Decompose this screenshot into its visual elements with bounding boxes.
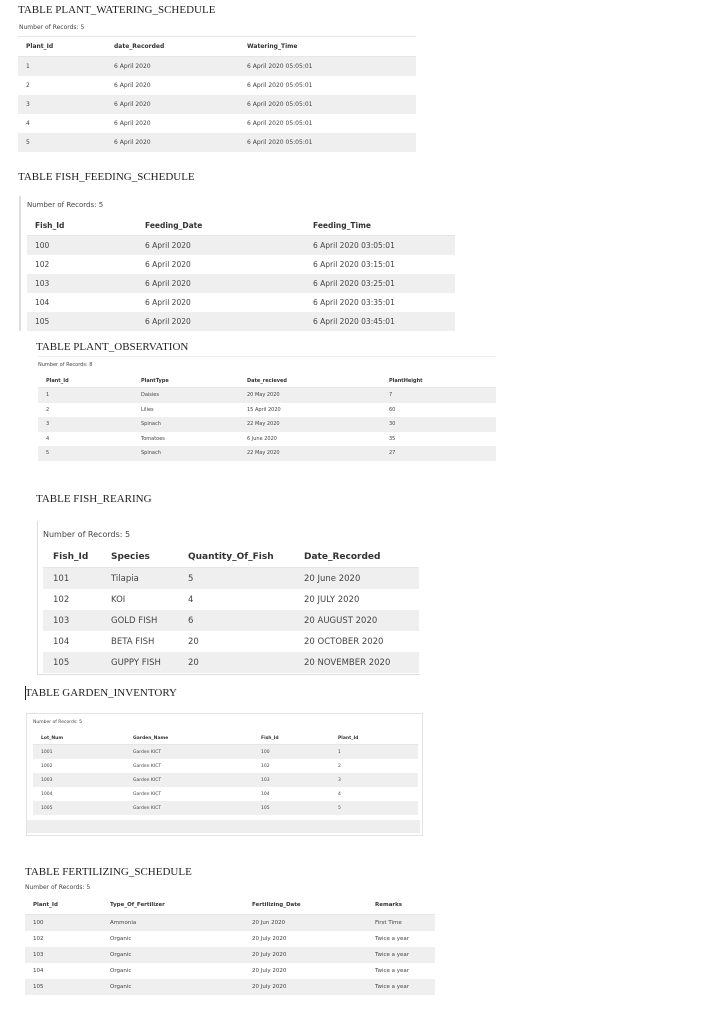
table-cell: 20 JULY 2020: [294, 589, 419, 610]
table-cell: 1002: [33, 759, 125, 773]
plant-observation-title: TABLE PLANT_OBSERVATION: [36, 341, 189, 353]
table-cell: 35: [381, 432, 496, 447]
table-cell: 22 May 2020: [239, 417, 381, 432]
table-cell: 6 April 2020 03:15:01: [305, 255, 455, 274]
table-cell: 20 July 2020: [244, 947, 367, 963]
table-cell: 102: [253, 759, 330, 773]
table-cell: 6 April 2020: [137, 312, 305, 331]
table-cell: Daisies: [133, 388, 239, 403]
table-row: [43, 652, 419, 673]
column-header: PlantType: [133, 374, 239, 388]
table-row: [38, 446, 496, 461]
table-cell: BETA FISH: [101, 631, 178, 652]
table-row: [33, 773, 418, 787]
table-cell: Twice a year: [367, 979, 435, 995]
table-cell: 102: [27, 255, 137, 274]
table-cell: 1003: [33, 773, 125, 787]
table-cell: 105: [253, 801, 330, 815]
column-header: date_Recorded: [106, 37, 239, 57]
table-cell: 2: [330, 759, 418, 773]
column-header: Fish_Id: [43, 546, 101, 568]
column-header: Plant_Id: [330, 732, 418, 745]
table-cell: 6 June 2020: [239, 432, 381, 447]
table-cell: Garden KICT: [125, 773, 253, 787]
table-header-row: [27, 216, 455, 236]
fertilizing-table: [25, 896, 435, 995]
column-header: Feeding_Time: [305, 216, 455, 236]
table-cell: 20 May 2020: [239, 388, 381, 403]
column-header: Fish_Id: [253, 732, 330, 745]
table-cell: Ammonia: [102, 915, 244, 932]
fertilizing-record-count: Number of Records: 5: [25, 884, 91, 891]
table-row: [38, 432, 496, 447]
table-cell: 20: [178, 652, 294, 673]
garden-inventory-record-count: Number of Records: 5: [33, 720, 82, 725]
table-cell: Spinach: [133, 446, 239, 461]
table-row: [18, 76, 416, 95]
table-cell: 6: [178, 610, 294, 631]
table-cell: 6 April 2020 03:25:01: [305, 274, 455, 293]
table-row: [27, 293, 455, 312]
garden-inventory-footer-bar: [27, 820, 420, 833]
table-cell: 101: [43, 568, 101, 590]
table-row: [38, 417, 496, 432]
table-cell: 104: [43, 631, 101, 652]
table-cell: Spinach: [133, 417, 239, 432]
fish-feeding-table: [27, 216, 455, 331]
table-cell: 6 April 2020: [106, 114, 239, 133]
column-header: Garden_Name: [125, 732, 253, 745]
table-row: [25, 915, 435, 932]
table-cell: Twice a year: [367, 931, 435, 947]
table-row: [43, 589, 419, 610]
table-row: [38, 403, 496, 418]
table-cell: 6 April 2020 05:05:01: [239, 57, 416, 77]
plant-watering-record-count: Number of Records: 5: [19, 24, 85, 31]
table-header-row: [33, 732, 418, 745]
table-cell: GUPPY FISH: [101, 652, 178, 673]
garden-inventory-table: [33, 732, 418, 815]
table-cell: 4: [330, 787, 418, 801]
column-header: Date_recieved: [239, 374, 381, 388]
fish-rearing-title: TABLE FISH_REARING: [36, 493, 152, 505]
table-cell: 2: [38, 403, 133, 418]
table-cell: 6 April 2020: [137, 293, 305, 312]
table-cell: 103: [25, 947, 102, 963]
plant-watering-table: [18, 37, 416, 152]
table-cell: Organic: [102, 931, 244, 947]
table-cell: 6 April 2020: [137, 255, 305, 274]
table-header-row: [38, 374, 496, 388]
column-header: Feeding_Date: [137, 216, 305, 236]
table-cell: 5: [18, 133, 106, 152]
table-cell: 6 April 2020: [106, 95, 239, 114]
table-cell: 6 April 2020: [137, 274, 305, 293]
table-cell: 6 April 2020 03:35:01: [305, 293, 455, 312]
table-cell: 1: [330, 745, 418, 760]
fish-feeding-record-count: Number of Records: 5: [27, 201, 104, 209]
table-cell: 20 June 2020: [294, 568, 419, 590]
plant-observation-table: [38, 374, 496, 461]
table-cell: 100: [27, 236, 137, 256]
table-cell: KOI: [101, 589, 178, 610]
garden-inventory-title: TABLE GARDEN_INVENTORY: [25, 687, 177, 699]
table-cell: 6 April 2020: [106, 76, 239, 95]
table-cell: 104: [25, 963, 102, 979]
table-cell: Organic: [102, 963, 244, 979]
table-cell: 20 July 2020: [244, 931, 367, 947]
table-cell: 3: [18, 95, 106, 114]
column-header: Watering_Time: [239, 37, 416, 57]
table-cell: 100: [253, 745, 330, 760]
table-cell: 105: [25, 979, 102, 995]
table-cell: 20 Jun 2020: [244, 915, 367, 932]
table-cell: Tomatoes: [133, 432, 239, 447]
fish-rearing-record-count: Number of Records: 5: [43, 530, 131, 539]
table-row: [33, 801, 418, 815]
table-cell: 5: [330, 801, 418, 815]
column-header: PlantHeight: [381, 374, 496, 388]
table-cell: Garden KICT: [125, 759, 253, 773]
table-row: [25, 947, 435, 963]
table-cell: 22 May 2020: [239, 446, 381, 461]
table-cell: 6 April 2020: [106, 57, 239, 77]
table-row: [25, 931, 435, 947]
table-header-row: [25, 896, 435, 915]
column-header: Plant_Id: [38, 374, 133, 388]
table-cell: 1: [38, 388, 133, 403]
table-cell: 105: [43, 652, 101, 673]
table-cell: 6 April 2020 05:05:01: [239, 95, 416, 114]
table-row: [18, 95, 416, 114]
table-cell: GOLD FISH: [101, 610, 178, 631]
table-cell: 4: [18, 114, 106, 133]
table-cell: 6 April 2020 05:05:01: [239, 114, 416, 133]
table-cell: Organic: [102, 947, 244, 963]
table-cell: Tilapia: [101, 568, 178, 590]
column-header: Fertilizing_Date: [244, 896, 367, 915]
fish-feeding-title: TABLE FISH_FEEDING_SCHEDULE: [18, 171, 195, 183]
table-row: [43, 631, 419, 652]
table-row: [27, 236, 455, 256]
column-header: Species: [101, 546, 178, 568]
table-cell: Garden KICT: [125, 801, 253, 815]
column-header: Quantity_Of_Fish: [178, 546, 294, 568]
table-cell: 20 July 2020: [244, 963, 367, 979]
table-row: [33, 787, 418, 801]
table-row: [43, 610, 419, 631]
table-cell: 7: [381, 388, 496, 403]
table-cell: 105: [27, 312, 137, 331]
table-cell: 104: [27, 293, 137, 312]
column-header: Lot_Num: [33, 732, 125, 745]
table-cell: Garden KICT: [125, 745, 253, 760]
table-cell: 30: [381, 417, 496, 432]
table-cell: 6 April 2020: [106, 133, 239, 152]
table-cell: Organic: [102, 979, 244, 995]
column-header: Type_Of_Fertilizer: [102, 896, 244, 915]
table-cell: 103: [43, 610, 101, 631]
plant-watering-title: TABLE PLANT_WATERING_SCHEDULE: [18, 4, 216, 16]
table-cell: 20: [178, 631, 294, 652]
table-cell: 60: [381, 403, 496, 418]
column-header: Plant_Id: [18, 37, 106, 57]
table-cell: 3: [38, 417, 133, 432]
table-cell: 20 OCTOBER 2020: [294, 631, 419, 652]
table-cell: 1004: [33, 787, 125, 801]
table-cell: First Time: [367, 915, 435, 932]
table-cell: 5: [38, 446, 133, 461]
table-row: [18, 57, 416, 77]
table-row: [33, 759, 418, 773]
table-cell: 6 April 2020: [137, 236, 305, 256]
column-header: Remarks: [367, 896, 435, 915]
table-cell: 1: [18, 57, 106, 77]
table-cell: 4: [38, 432, 133, 447]
column-header: Date_Recorded: [294, 546, 419, 568]
table-cell: 6 April 2020 03:05:01: [305, 236, 455, 256]
table-cell: 20 NOVEMBER 2020: [294, 652, 419, 673]
table-cell: 27: [381, 446, 496, 461]
table-cell: Twice a year: [367, 947, 435, 963]
table-cell: 100: [25, 915, 102, 932]
table-cell: 4: [178, 589, 294, 610]
table-cell: 103: [253, 773, 330, 787]
fertilizing-title: TABLE FERTILIZING_SCHEDULE: [25, 866, 192, 878]
table-header-row: [43, 546, 419, 568]
table-cell: Garden KICT: [125, 787, 253, 801]
table-cell: 2: [18, 76, 106, 95]
column-header: Plant_Id: [25, 896, 102, 915]
table-cell: 6 April 2020 05:05:01: [239, 76, 416, 95]
table-cell: 15 April 2020: [239, 403, 381, 418]
table-row: [33, 745, 418, 760]
table-cell: 103: [27, 274, 137, 293]
table-cell: 1005: [33, 801, 125, 815]
table-row: [27, 312, 455, 331]
table-cell: Lilies: [133, 403, 239, 418]
table-cell: 20 AUGUST 2020: [294, 610, 419, 631]
table-header-row: [18, 37, 416, 57]
table-row: [18, 133, 416, 152]
table-cell: 102: [25, 931, 102, 947]
table-row: [25, 963, 435, 979]
table-cell: 6 April 2020 03:45:01: [305, 312, 455, 331]
plant-observation-record-count: Number of Records: 8: [38, 362, 93, 368]
table-row: [18, 114, 416, 133]
table-cell: 102: [43, 589, 101, 610]
table-cell: 104: [253, 787, 330, 801]
table-cell: 20 July 2020: [244, 979, 367, 995]
table-row: [27, 274, 455, 293]
table-cell: 1001: [33, 745, 125, 760]
table-row: [27, 255, 455, 274]
table-cell: 3: [330, 773, 418, 787]
table-row: [38, 388, 496, 403]
table-cell: Twice a year: [367, 963, 435, 979]
fish-rearing-table: [43, 546, 419, 673]
table-row: [25, 979, 435, 995]
table-cell: 5: [178, 568, 294, 590]
table-row: [43, 568, 419, 590]
table-cell: 6 April 2020 05:05:01: [239, 133, 416, 152]
column-header: Fish_Id: [27, 216, 137, 236]
